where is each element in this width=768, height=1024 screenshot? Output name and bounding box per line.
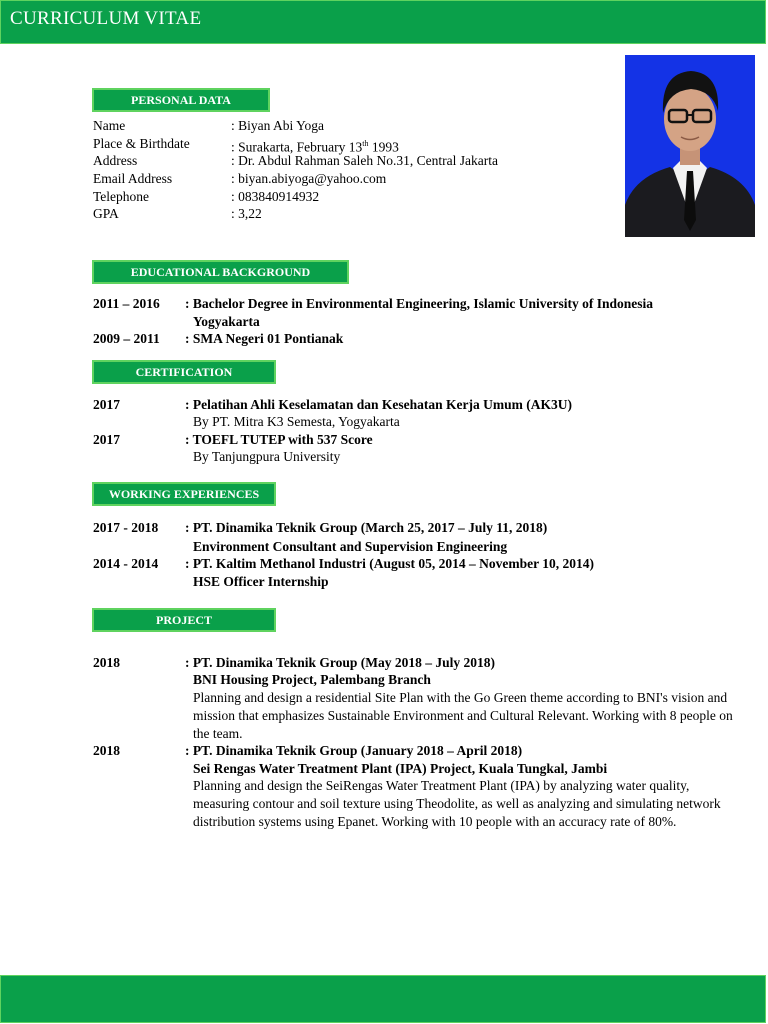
cert-year: 2017 (93, 397, 120, 412)
field-label: Name (93, 118, 126, 133)
project-year: 2018 (93, 655, 120, 670)
cert-year: 2017 (93, 432, 120, 447)
work-role: Environment Consultant and Supervision Engineering (193, 539, 508, 554)
education-title: : Bachelor Degree in Environmental Engineering, Islamic University of Indonesia (185, 296, 653, 311)
person-portrait-icon (625, 55, 755, 237)
section-header-project: PROJECT (92, 608, 276, 632)
field-label: Place & Birthdate (93, 136, 190, 151)
profile-photo (625, 55, 755, 237)
project-year: 2018 (93, 743, 120, 758)
header-bar (0, 0, 766, 44)
project-title: Sei Rengas Water Treatment Plant (IPA) Project, Kuala Tungkal, Jambi (193, 761, 608, 776)
cert-issuer: By Tanjungpura University (193, 449, 341, 464)
cert-issuer: By PT. Mitra K3 Semesta, Yogyakarta (193, 414, 400, 429)
project-description: Planning and design a residential Site Plan with the Go Green theme according to BNI's vision and mission that emphasizes Sustainable Environment and Cultural Relevant. Working with 8 people on the team. (193, 690, 733, 741)
field-label: GPA (93, 206, 119, 221)
field-value: : biyan.abiyoga@yahoo.com (231, 171, 387, 186)
field-label: Address (93, 153, 138, 168)
field-label: Email Address (93, 171, 173, 186)
page-title: CURRICULUM VITAE (10, 8, 202, 29)
field-value: : Biyan Abi Yoga (231, 118, 325, 133)
project-title: BNI Housing Project, Palembang Branch (193, 672, 431, 687)
education-year: 2011 – 2016 (93, 296, 160, 311)
project-company: : PT. Dinamika Teknik Group (January 2018 – April 2018) (185, 743, 523, 758)
education-year: 2009 – 2011 (93, 331, 160, 346)
field-label: Telephone (93, 189, 150, 204)
section-header-education: EDUCATIONAL BACKGROUND (92, 260, 349, 284)
education-title-cont: Yogyakarta (193, 314, 260, 329)
section-header-certification: CERTIFICATION (92, 360, 276, 384)
field-value: : Dr. Abdul Rahman Saleh No.31, Central Jakarta (231, 153, 498, 168)
section-header-personal: PERSONAL DATA (92, 88, 270, 112)
work-company: : PT. Kaltim Methanol Industri (August 05, 2014 – November 10, 2014) (185, 556, 594, 571)
project-description: Planning and design the SeiRengas Water Treatment Plant (IPA) by analyzing water quality, measuring contour and soil texture using Theodolite, as well as analyzing and simulating network distribution systems using Epanet. Working with 10 people with an accuracy rate of 80%. (193, 778, 721, 829)
field-value: : 3,22 (231, 206, 262, 221)
work-year: 2017 - 2018 (93, 520, 159, 535)
field-value: : 083840914932 (231, 189, 320, 204)
birth-year: 1993 (368, 139, 399, 155)
work-year: 2014 - 2014 (93, 556, 159, 571)
work-role: HSE Officer Internship (193, 574, 329, 589)
section-header-work: WORKING EXPERIENCES (92, 482, 276, 506)
education-title: : SMA Negeri 01 Pontianak (185, 331, 344, 346)
cert-title: : TOEFL TUTEP with 537 Score (185, 432, 373, 447)
birth-sup: th (362, 139, 369, 148)
footer-bar (0, 975, 766, 1023)
birth-value: : Surakarta, February 13 (231, 139, 363, 155)
project-company: : PT. Dinamika Teknik Group (May 2018 – July 2018) (185, 655, 496, 670)
work-company: : PT. Dinamika Teknik Group (March 25, 2017 – July 11, 2018) (185, 520, 548, 535)
cert-title: : Pelatihan Ahli Keselamatan dan Kesehatan Kerja Umum (AK3U) (185, 397, 572, 412)
